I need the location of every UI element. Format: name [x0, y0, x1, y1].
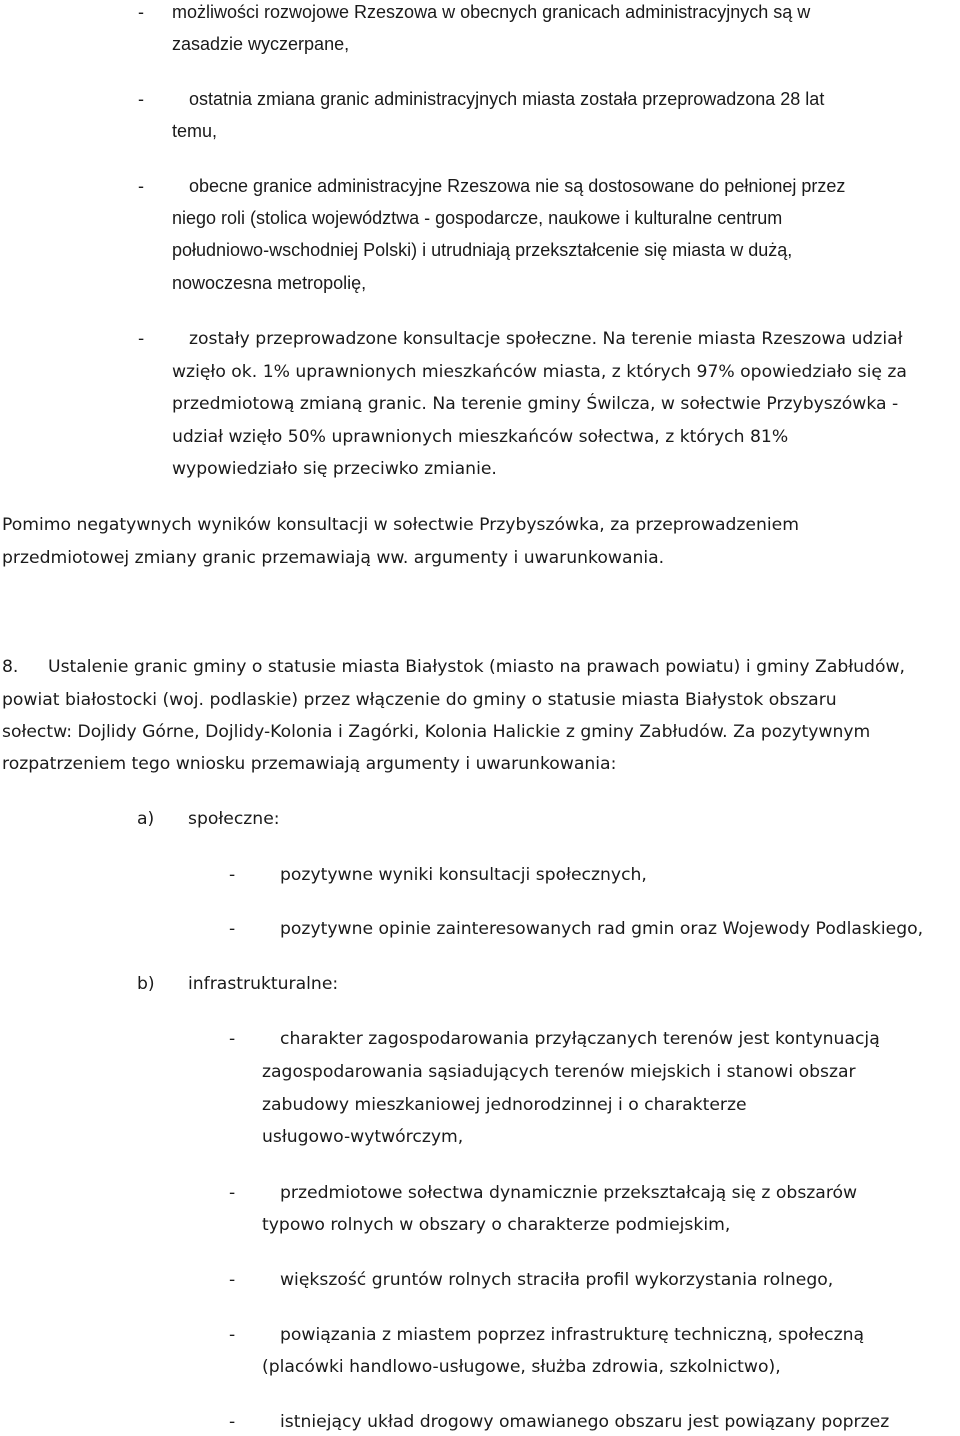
bullet-text-line: pozytywne wyniki konsultacji społecznych, — [280, 865, 647, 885]
bullet-text-line: powiązania z miastem poprzez infrastrukturę techniczną, społeczną — [280, 1325, 865, 1345]
paragraph-line: przedmiotowej zmiany granic przemawiają ww. argumenty i uwarunkowania. — [2, 548, 665, 568]
section-text-line: rozpatrzeniem tego wniosku przemawiają argumenty i uwarunkowania: — [2, 754, 617, 774]
subsection-marker: b) — [137, 974, 155, 994]
bullet-text-line: większość gruntów rolnych straciła profil wykorzystania rolnego, — [280, 1270, 834, 1290]
bullet-marker: - — [229, 1325, 236, 1345]
bullet-text-line: wzięło ok. 1% uprawnionych mieszkańców miasta, z których 97% opowiedziało się za — [172, 362, 907, 382]
section-text-line: Ustalenie granic gminy o statusie miasta Białystok (miasto na prawach powiatu) i gminy Zabłudów, — [48, 657, 905, 677]
bullet-marker: - — [229, 1029, 236, 1049]
bullet-marker: - — [229, 865, 236, 885]
bullet-text-line: pozytywne opinie zainteresowanych rad gmin oraz Wojewody Podlaskiego, — [280, 919, 924, 939]
bullet-text-line: przedmiotowe sołectwa dynamicznie przekształcają się z obszarów — [280, 1183, 858, 1203]
section-text-line: powiat białostocki (woj. podlaskie) przez włączenie do gminy o statusie miasta Białystok obszaru — [2, 690, 837, 710]
bullet-text-line: istniejący układ drogowy omawianego obszaru jest powiązany poprzez — [280, 1412, 890, 1432]
section-text-line: sołectw: Dojlidy Górne, Dojlidy-Kolonia i Zagórki, Kolonia Halickie z gminy Zabłudów. Za pozytywnym — [2, 722, 871, 742]
bullet-marker: - — [229, 919, 236, 939]
bullet-marker: - — [229, 1412, 236, 1432]
bullet-text-line: obecne granice administracyjne Rzeszowa nie są dostosowane do pełnionej przez — [189, 176, 846, 196]
bullet-marker: - — [229, 1270, 236, 1290]
bullet-text-line: południowo-wschodniej Polski) i utrudniają przekształcenie się miasta w dużą, — [172, 240, 793, 260]
bullet-text-line: zagospodarowania sąsiadujących terenów miejskich i stanowi obszar — [262, 1062, 856, 1082]
bullet-text-line: zostały przeprowadzone konsultacje społeczne. Na terenie miasta Rzeszowa udział — [189, 329, 903, 349]
bullet-text-line: nowoczesna metropolię, — [172, 273, 367, 293]
bullet-text-line: temu, — [172, 121, 218, 141]
subsection-label: społeczne: — [188, 809, 280, 829]
paragraph-line: Pomimo negatywnych wyników konsultacji w sołectwie Przybyszówka, za przeprowadzeniem — [2, 515, 799, 535]
bullet-text-line: niego roli (stolica województwa - gospodarcze, naukowe i kulturalne centrum — [172, 208, 783, 228]
bullet-text-line: charakter zagospodarowania przyłączanych terenów jest kontynuacją — [280, 1029, 880, 1049]
bullet-text-line: (placówki handlowo-usługowe, służba zdrowia, szkolnictwo), — [262, 1357, 781, 1377]
section-number: 8. — [2, 657, 19, 677]
bullet-text-line: ostatnia zmiana granic administracyjnych miasta została przeprowadzona 28 lat — [189, 89, 825, 109]
bullet-marker: - — [138, 89, 144, 109]
bullet-text-line: przedmiotową zmianą granic. Na terenie gminy Świlcza, w sołectwie Przybyszówka - — [172, 394, 899, 414]
bullet-text-line: usługowo-wytwórczym, — [262, 1127, 464, 1147]
bullet-text-line: zabudowy mieszkaniowej jednorodzinnej i o charakterze — [262, 1095, 747, 1115]
bullet-marker: - — [138, 329, 145, 349]
bullet-text-line: zasadzie wyczerpane, — [172, 34, 350, 54]
subsection-label: infrastrukturalne: — [188, 974, 339, 994]
bullet-marker: - — [138, 2, 144, 22]
bullet-text-line: możliwości rozwojowe Rzeszowa w obecnych granicach administracyjnych są w — [172, 2, 811, 22]
bullet-marker: - — [229, 1183, 236, 1203]
bullet-text-line: typowo rolnych w obszary o charakterze podmiejskim, — [262, 1215, 731, 1235]
bullet-text-line: wypowiedziało się przeciwko zmianie. — [172, 459, 497, 479]
bullet-text-line: udział wzięło 50% uprawnionych mieszkańców sołectwa, z których 81% — [172, 427, 789, 447]
subsection-marker: a) — [137, 809, 155, 829]
bullet-marker: - — [138, 176, 144, 196]
